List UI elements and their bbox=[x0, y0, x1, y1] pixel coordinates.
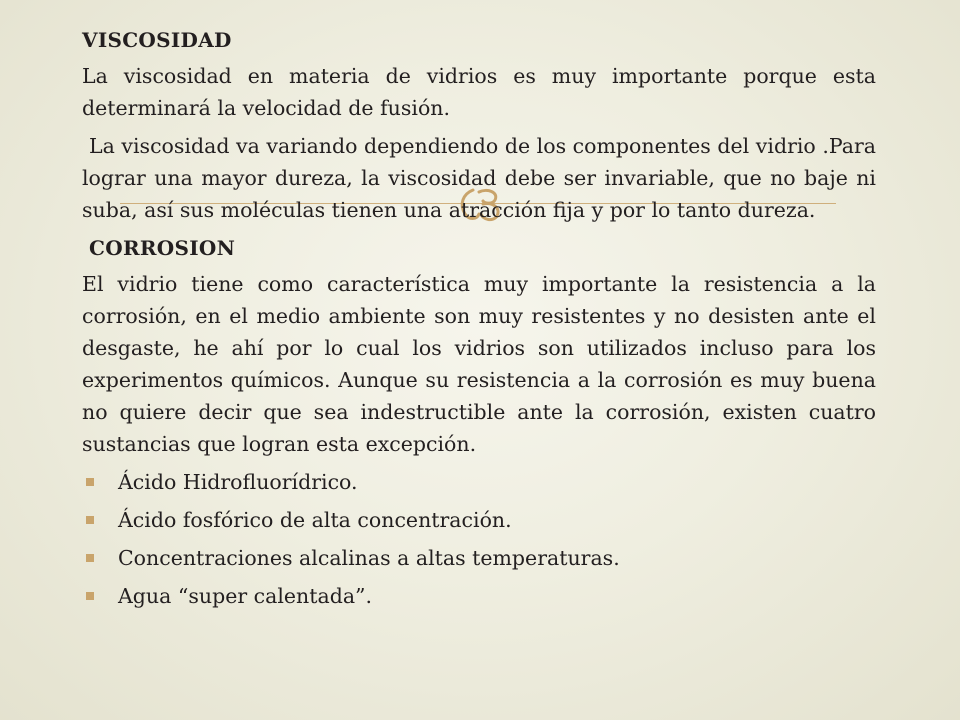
square-bullet-icon bbox=[86, 592, 94, 600]
list-item bbox=[82, 504, 876, 536]
list-item bbox=[82, 580, 876, 612]
list-item-text: Concentraciones alcalinas a altas temperaturas. bbox=[118, 546, 620, 570]
list-item-text: Agua “super calentada”. bbox=[118, 584, 373, 608]
square-bullet-icon bbox=[86, 554, 94, 562]
square-bullet-icon bbox=[86, 516, 94, 524]
slide-content bbox=[82, 24, 876, 618]
paragraph: La viscosidad va variando dependiendo de los componentes del vidrio .Para lograr una mayor dureza, la viscosidad debe ser invariable, que no baje ni suba, así sus moléculas tienen una atracción fija y por lo tanto dureza. bbox=[82, 134, 876, 222]
section-heading-corrosion: CORROSION bbox=[89, 236, 236, 260]
section-heading-viscosidad: VISCOSIDAD bbox=[82, 28, 232, 52]
list-item bbox=[82, 542, 876, 574]
paragraph: El vidrio tiene como característica muy importante la resistencia a la corrosión, en el medio ambiente son muy resistentes y no desisten ante el desgaste, he ahí por lo cual los vidrios son utilizados incluso para los experimentos químicos. Aunque su resistencia a la corrosión es muy buena no quiere decir que sea indestructible ante la corrosión, existen cuatro sustancias que logran esta excepción. bbox=[82, 272, 876, 456]
list-item-text: Ácido fosfórico de alta concentración. bbox=[118, 508, 512, 532]
list-item bbox=[82, 466, 876, 498]
paragraph: La viscosidad en materia de vidrios es muy importante porque esta determinará la velocidad de fusión. bbox=[82, 64, 876, 120]
square-bullet-icon bbox=[86, 478, 94, 486]
list-item-text: Ácido Hidrofluorídrico. bbox=[118, 470, 358, 494]
bullet-list bbox=[82, 466, 876, 612]
